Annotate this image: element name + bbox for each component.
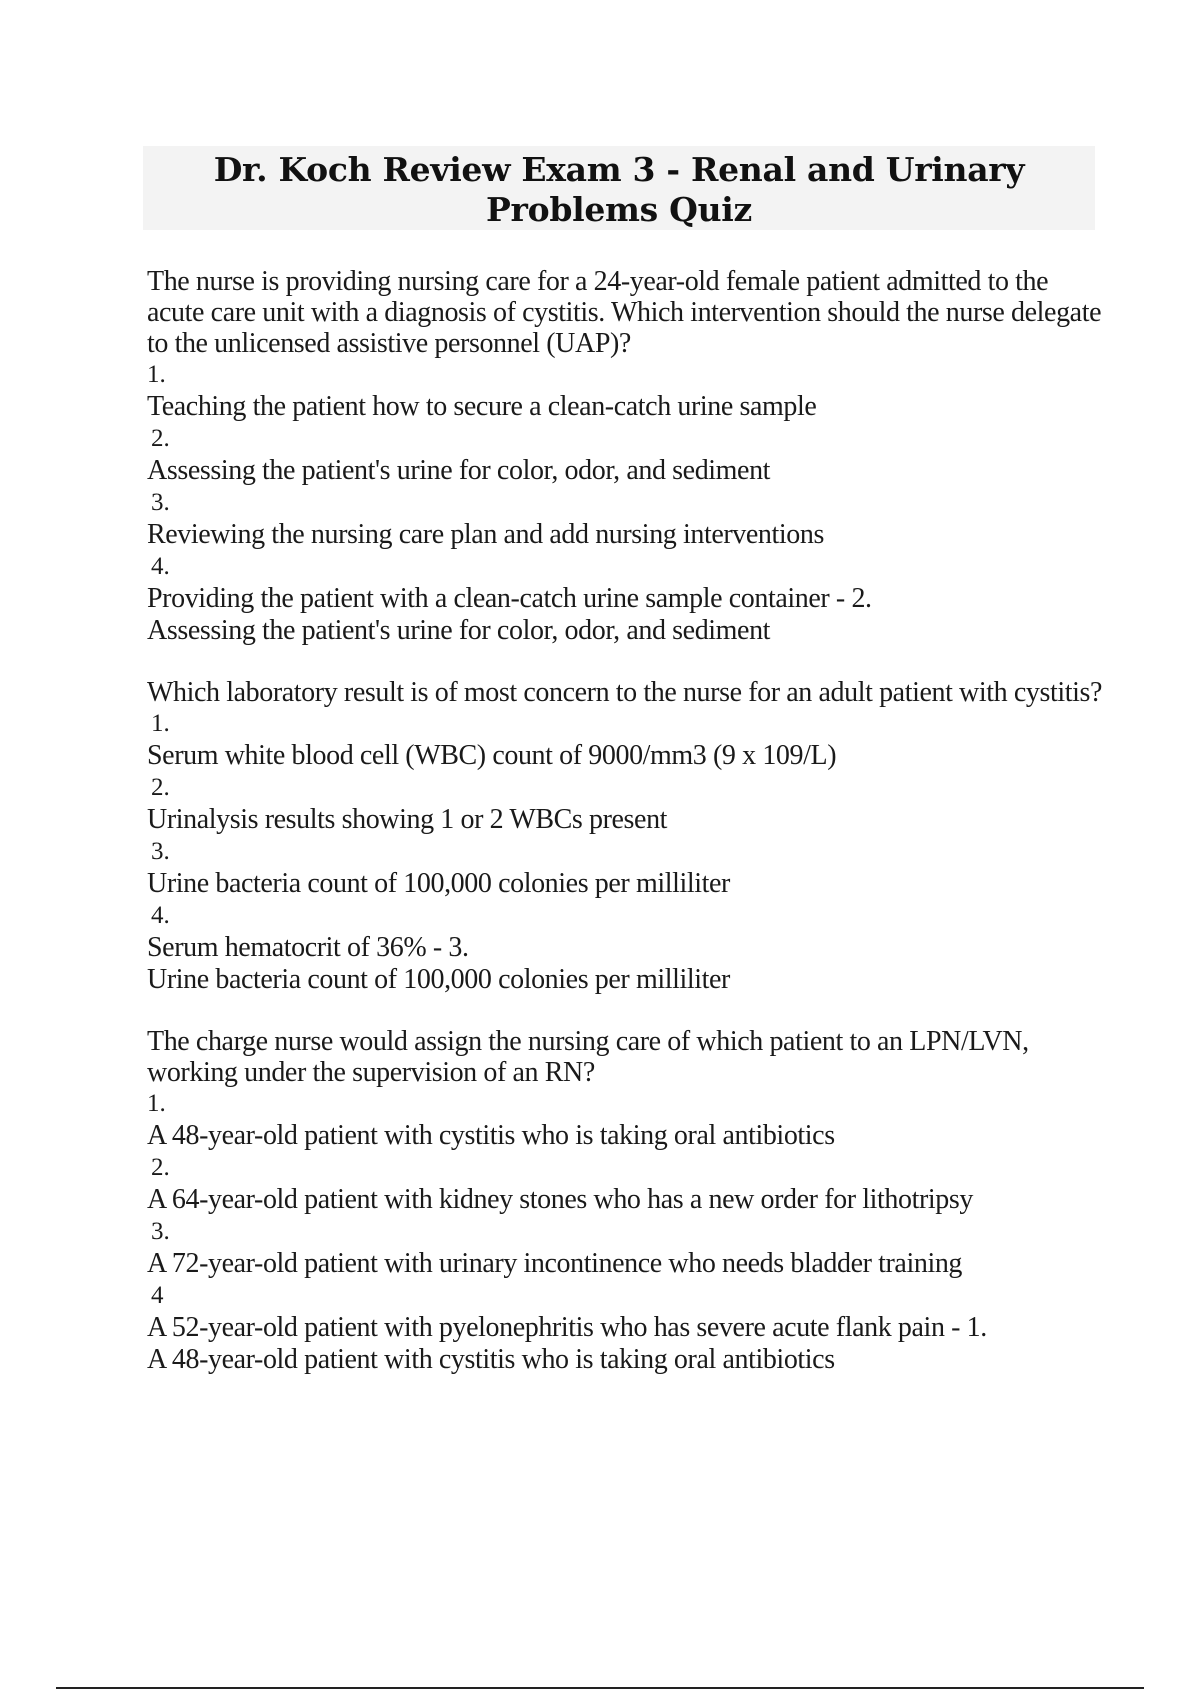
option-text: Reviewing the nursing care plan and add nursing interventions (147, 519, 824, 550)
option-text: A 64-year-old patient with kidney stones who has a new order for lithotripsy (147, 1184, 973, 1215)
option-number: 4 (151, 1282, 164, 1309)
option-text: Urine bacteria count of 100,000 colonies per milliliter (147, 868, 730, 899)
option-text: Serum hematocrit of 36% - 3. (147, 932, 469, 963)
answer-text: Urine bacteria count of 100,000 colonies per milliliter (147, 964, 730, 995)
question-stem: Which laboratory result is of most concern to the nurse for an adult patient with cystitis? (147, 677, 1103, 708)
option-number: 4. (151, 553, 170, 580)
option-number: 2. (151, 774, 170, 801)
option-text: Serum white blood cell (WBC) count of 9000/mm3 (9 x 109/L) (147, 740, 837, 771)
quiz-content (147, 266, 1107, 1406)
option-number: 3. (151, 1218, 170, 1245)
question-block (147, 1026, 1107, 1376)
option-number: 2. (151, 425, 170, 452)
question-block (147, 266, 1107, 647)
answer-text: A 48-year-old patient with cystitis who is taking oral antibiotics (147, 1344, 835, 1375)
option-text: Teaching the patient how to secure a clean-catch urine sample (147, 391, 817, 422)
option-number: 3. (151, 489, 170, 516)
option-number: 1. (151, 710, 170, 737)
option-text: Urinalysis results showing 1 or 2 WBCs present (147, 804, 668, 835)
option-number: 2. (151, 1154, 170, 1181)
page-title: Dr. Koch Review Exam 3 - Renal and Urinary Problems Quiz (213, 150, 1025, 229)
title-banner (143, 146, 1095, 230)
option-number: 3. (151, 838, 170, 865)
footer-divider (56, 1687, 1144, 1689)
option-text: Providing the patient with a clean-catch urine sample container - 2. (147, 583, 872, 614)
answer-text: Assessing the patient's urine for color, odor, and sediment (147, 615, 771, 646)
question-stem: The nurse is providing nursing care for a 24-year-old female patient admitted to the acute care unit with a diagnosis of cystitis. Which intervention should the nurse delegate to the unlicensed assistive personnel (UAP)? (147, 266, 1102, 359)
question-stem: The charge nurse would assign the nursing care of which patient to an LPN/LVN, working under the supervision of an RN? (147, 1026, 1029, 1088)
question-block (147, 677, 1107, 996)
option-number: 1. (147, 1090, 166, 1117)
option-number: 4. (151, 902, 170, 929)
option-text: A 72-year-old patient with urinary incontinence who needs bladder training (147, 1248, 963, 1279)
option-number: 1. (147, 361, 166, 388)
option-text: A 52-year-old patient with pyelonephritis who has severe acute flank pain - 1. (147, 1312, 987, 1343)
option-text: Assessing the patient's urine for color, odor, and sediment (147, 455, 771, 486)
option-text: A 48-year-old patient with cystitis who is taking oral antibiotics (147, 1120, 835, 1151)
